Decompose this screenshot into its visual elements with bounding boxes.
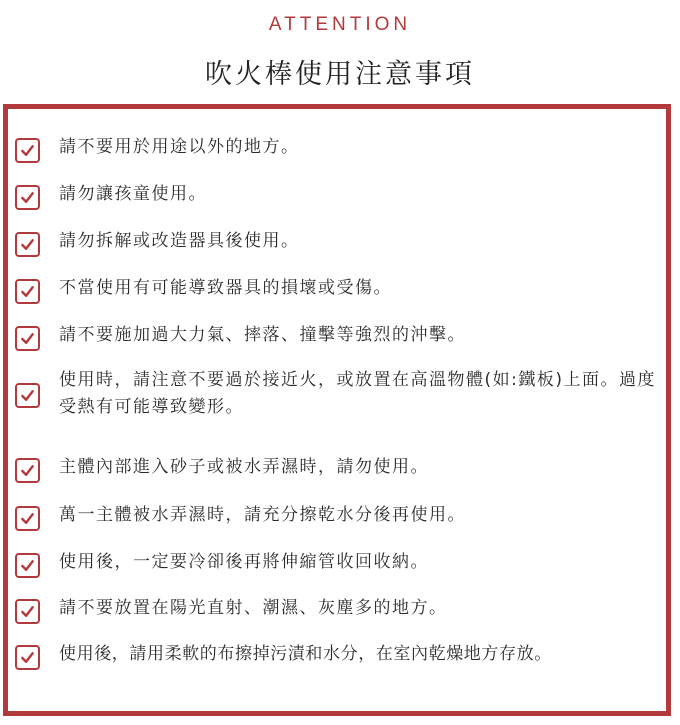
check-icon [20,190,35,205]
check-icon [20,511,35,526]
item-text: 請不要施加過大力氣、摔落、撞擊等強烈的沖擊。 [59,325,466,345]
check-icon [20,143,35,158]
check-icon [20,388,35,403]
checkbox [15,458,40,483]
item-text: 不當使用有可能導致器具的損壞或受傷。 [59,278,392,298]
check-icon [20,237,35,252]
item-text: 主體內部進入砂子或被水弄濕時，請勿使用。 [59,457,429,477]
checkbox [15,599,40,624]
checkbox [15,232,40,257]
item-text: 請勿拆解或改造器具後使用。 [59,231,300,251]
checkbox [15,506,40,531]
checkbox [15,185,40,210]
item-text: 使用後，一定要冷卻後再將伸縮管收回收納。 [59,552,429,572]
checkbox [15,383,40,408]
item-text: 使用時，請注意不要過於接近火，或放置在高溫物體(如:鐵板)上面。過度受熱有可能導致變形。 [59,370,656,417]
check-icon [20,558,35,573]
checkbox [15,553,40,578]
checkbox [15,645,40,670]
check-icon [20,604,35,619]
item-text: 請不要放置在陽光直射、潮濕、灰塵多的地方。 [59,598,448,618]
check-icon [20,650,35,665]
check-icon [20,331,35,346]
checkbox [15,326,40,351]
page-title: 吹火棒使用注意事項 [205,59,475,90]
check-icon [20,463,35,478]
item-text: 使用後，請用柔軟的布擦掉污漬和水分，在室內乾燥地方存放。 [59,644,552,664]
checkbox [15,279,40,304]
notice-frame [3,104,671,716]
checkbox [15,138,40,163]
item-text: 萬一主體被水弄濕時，請充分擦乾水分後再使用。 [59,505,466,525]
item-text: 請勿讓孩童使用。 [59,184,207,204]
item-text: 請不要用於用途以外的地方。 [59,137,300,157]
eyebrow-label: ATTENTION [268,14,412,35]
check-icon [20,284,35,299]
